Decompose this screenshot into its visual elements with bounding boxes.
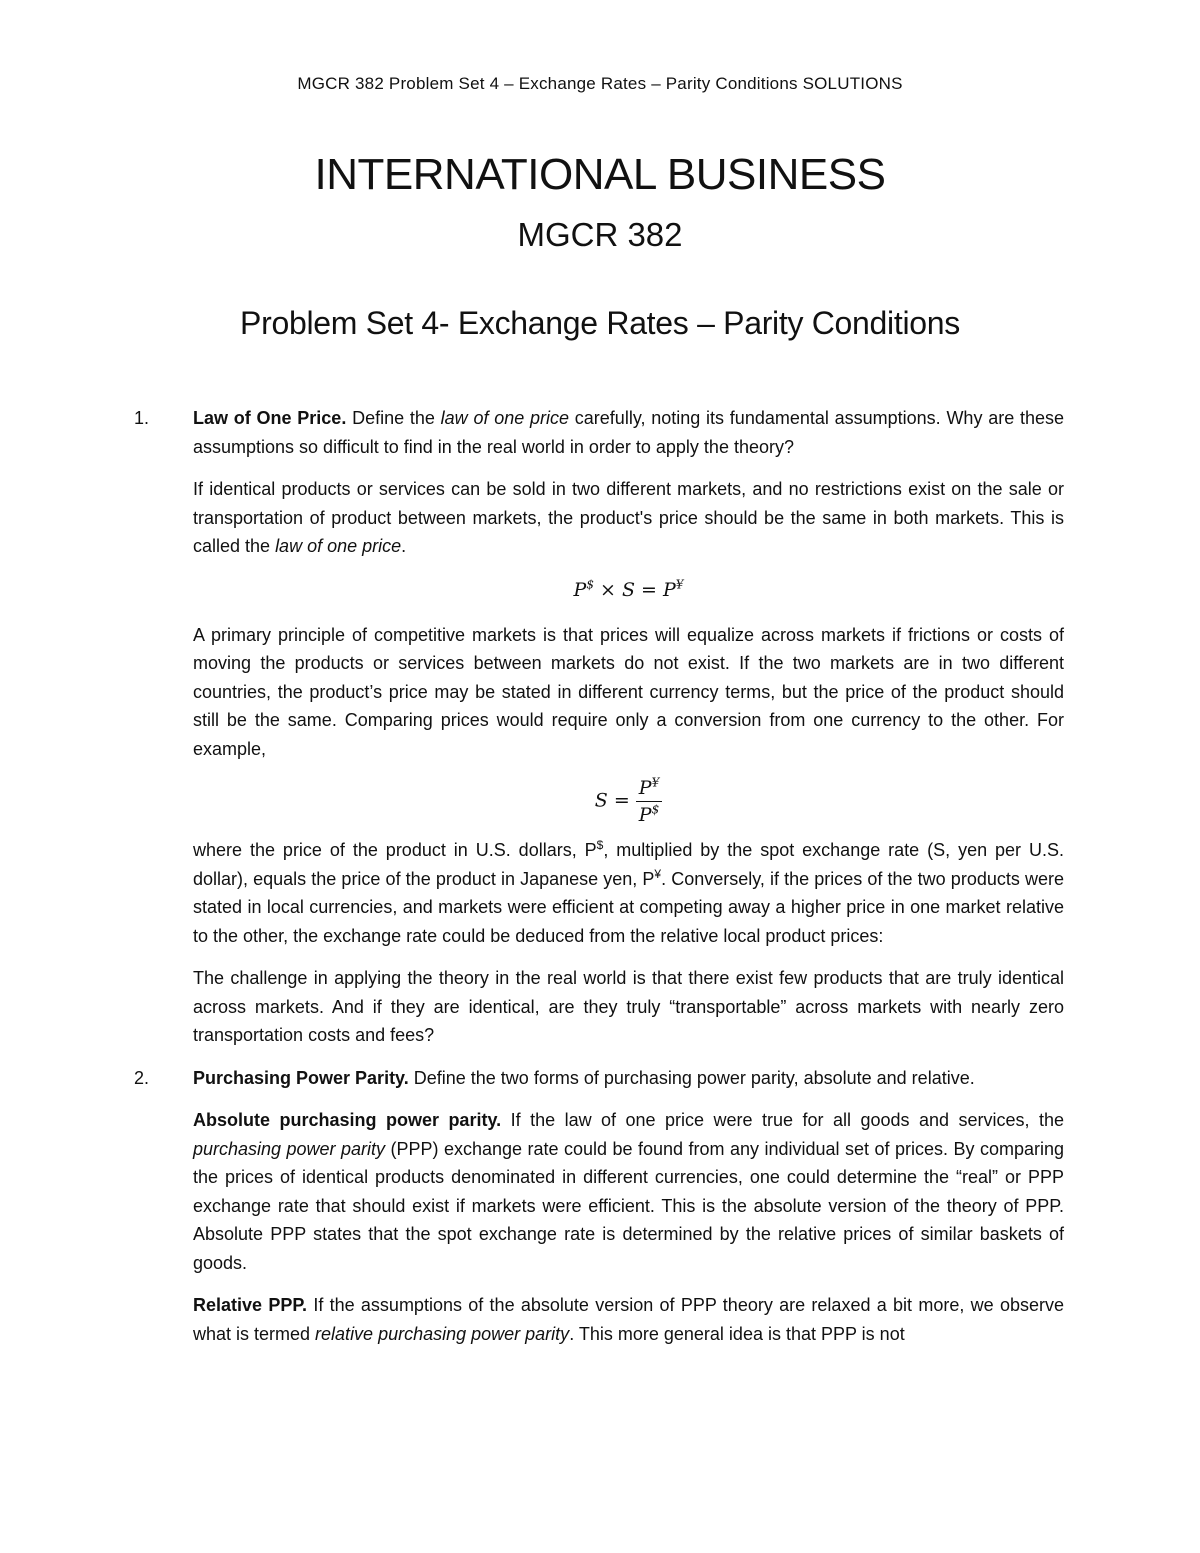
answer-paragraph: Absolute purchasing power parity. If the law of one price were true for all goods and services, the purchasing power parity (PPP) exchange rate could be found from any individual set of prices. By comparing the prices of identical products denominated in different currencies, one could determine the “real” or PPP exchange rate that should exist if markets were efficient. This is the absolute version of the theory of PPP. Absolute PPP states that the spot exchange rate is determined by the relative prices of similar baskets of goods. bbox=[193, 1110, 1064, 1273]
equation-exchange-rate: S = $\frac{P^¥}{P^{\$}}$ bbox=[193, 777, 1064, 826]
question-number: 2. bbox=[134, 1067, 150, 1088]
question-heading: Law of One Price. bbox=[193, 408, 347, 428]
answer-paragraph: The challenge in applying the theory in the real world is that there exist few products that are truly identical across markets. And if they are identical, are they truly “transportable” across markets with nearly zero transportation costs and fees? bbox=[193, 968, 1064, 1045]
document-body bbox=[134, 404, 1064, 1362]
question-1-prompt: Law of One Price. Define the law of one price carefully, noting its fundamental assumptions. Why are these assumptions so difficult to find in the real world in order to apply the theory? bbox=[193, 408, 1065, 457]
running-header: MGCR 382 Problem Set 4 – Exchange Rates – Parity Conditions SOLUTIONS bbox=[297, 74, 903, 93]
answer-paragraph: where the price of the product in U.S. dollars, P$, multiplied by the spot exchange rate (S, yen per U.S. dollar), equals the price of the product in Japanese yen, P¥. Conversely, if the prices of the two products were stated in local currencies, and markets were efficient at competing away a higher price in one market relative to the other, the exchange rate could be deduced from the relative local product prices: bbox=[193, 838, 1064, 946]
question-heading: Purchasing Power Parity. bbox=[193, 1067, 409, 1088]
equation-law-of-one-price: P$ × S = P¥ bbox=[573, 577, 684, 601]
answer-paragraph: Relative PPP. If the assumptions of the absolute version of PPP theory are relaxed a bit more, we observe what is termed relative purchasing power parity. This more general idea is that PPP is not bbox=[193, 1295, 1064, 1344]
answer-paragraph: A primary principle of competitive markets is that prices will equalize across markets if frictions or costs of moving the products or services between markets do not exist. If the two markets are in two different countries, the product’s price may be stated in different currency terms, but the price of the product should still be the same. Comparing prices would require only a conversion from one currency to the other. For example, bbox=[193, 624, 1064, 759]
document-title: INTERNATIONAL BUSINESS bbox=[314, 150, 886, 199]
problem-set-title: Problem Set 4- Exchange Rates – Parity Conditions bbox=[240, 305, 960, 341]
fraction: $\frac{P^¥}{P^{\$}}$ bbox=[636, 777, 662, 826]
question-2-prompt: Purchasing Power Parity. Define the two forms of purchasing power parity, absolute and relative. bbox=[193, 1067, 975, 1088]
question-2 bbox=[134, 1064, 1064, 1349]
question-1 bbox=[134, 404, 1064, 1050]
question-number: 1. bbox=[134, 408, 150, 428]
course-code: MGCR 382 bbox=[517, 216, 683, 253]
answer-paragraph: If identical products or services can be sold in two different markets, and no restrictions exist on the sale or transportation of product between markets, the product's price should be the same in both markets. This is called the law of one price. bbox=[193, 479, 1064, 556]
